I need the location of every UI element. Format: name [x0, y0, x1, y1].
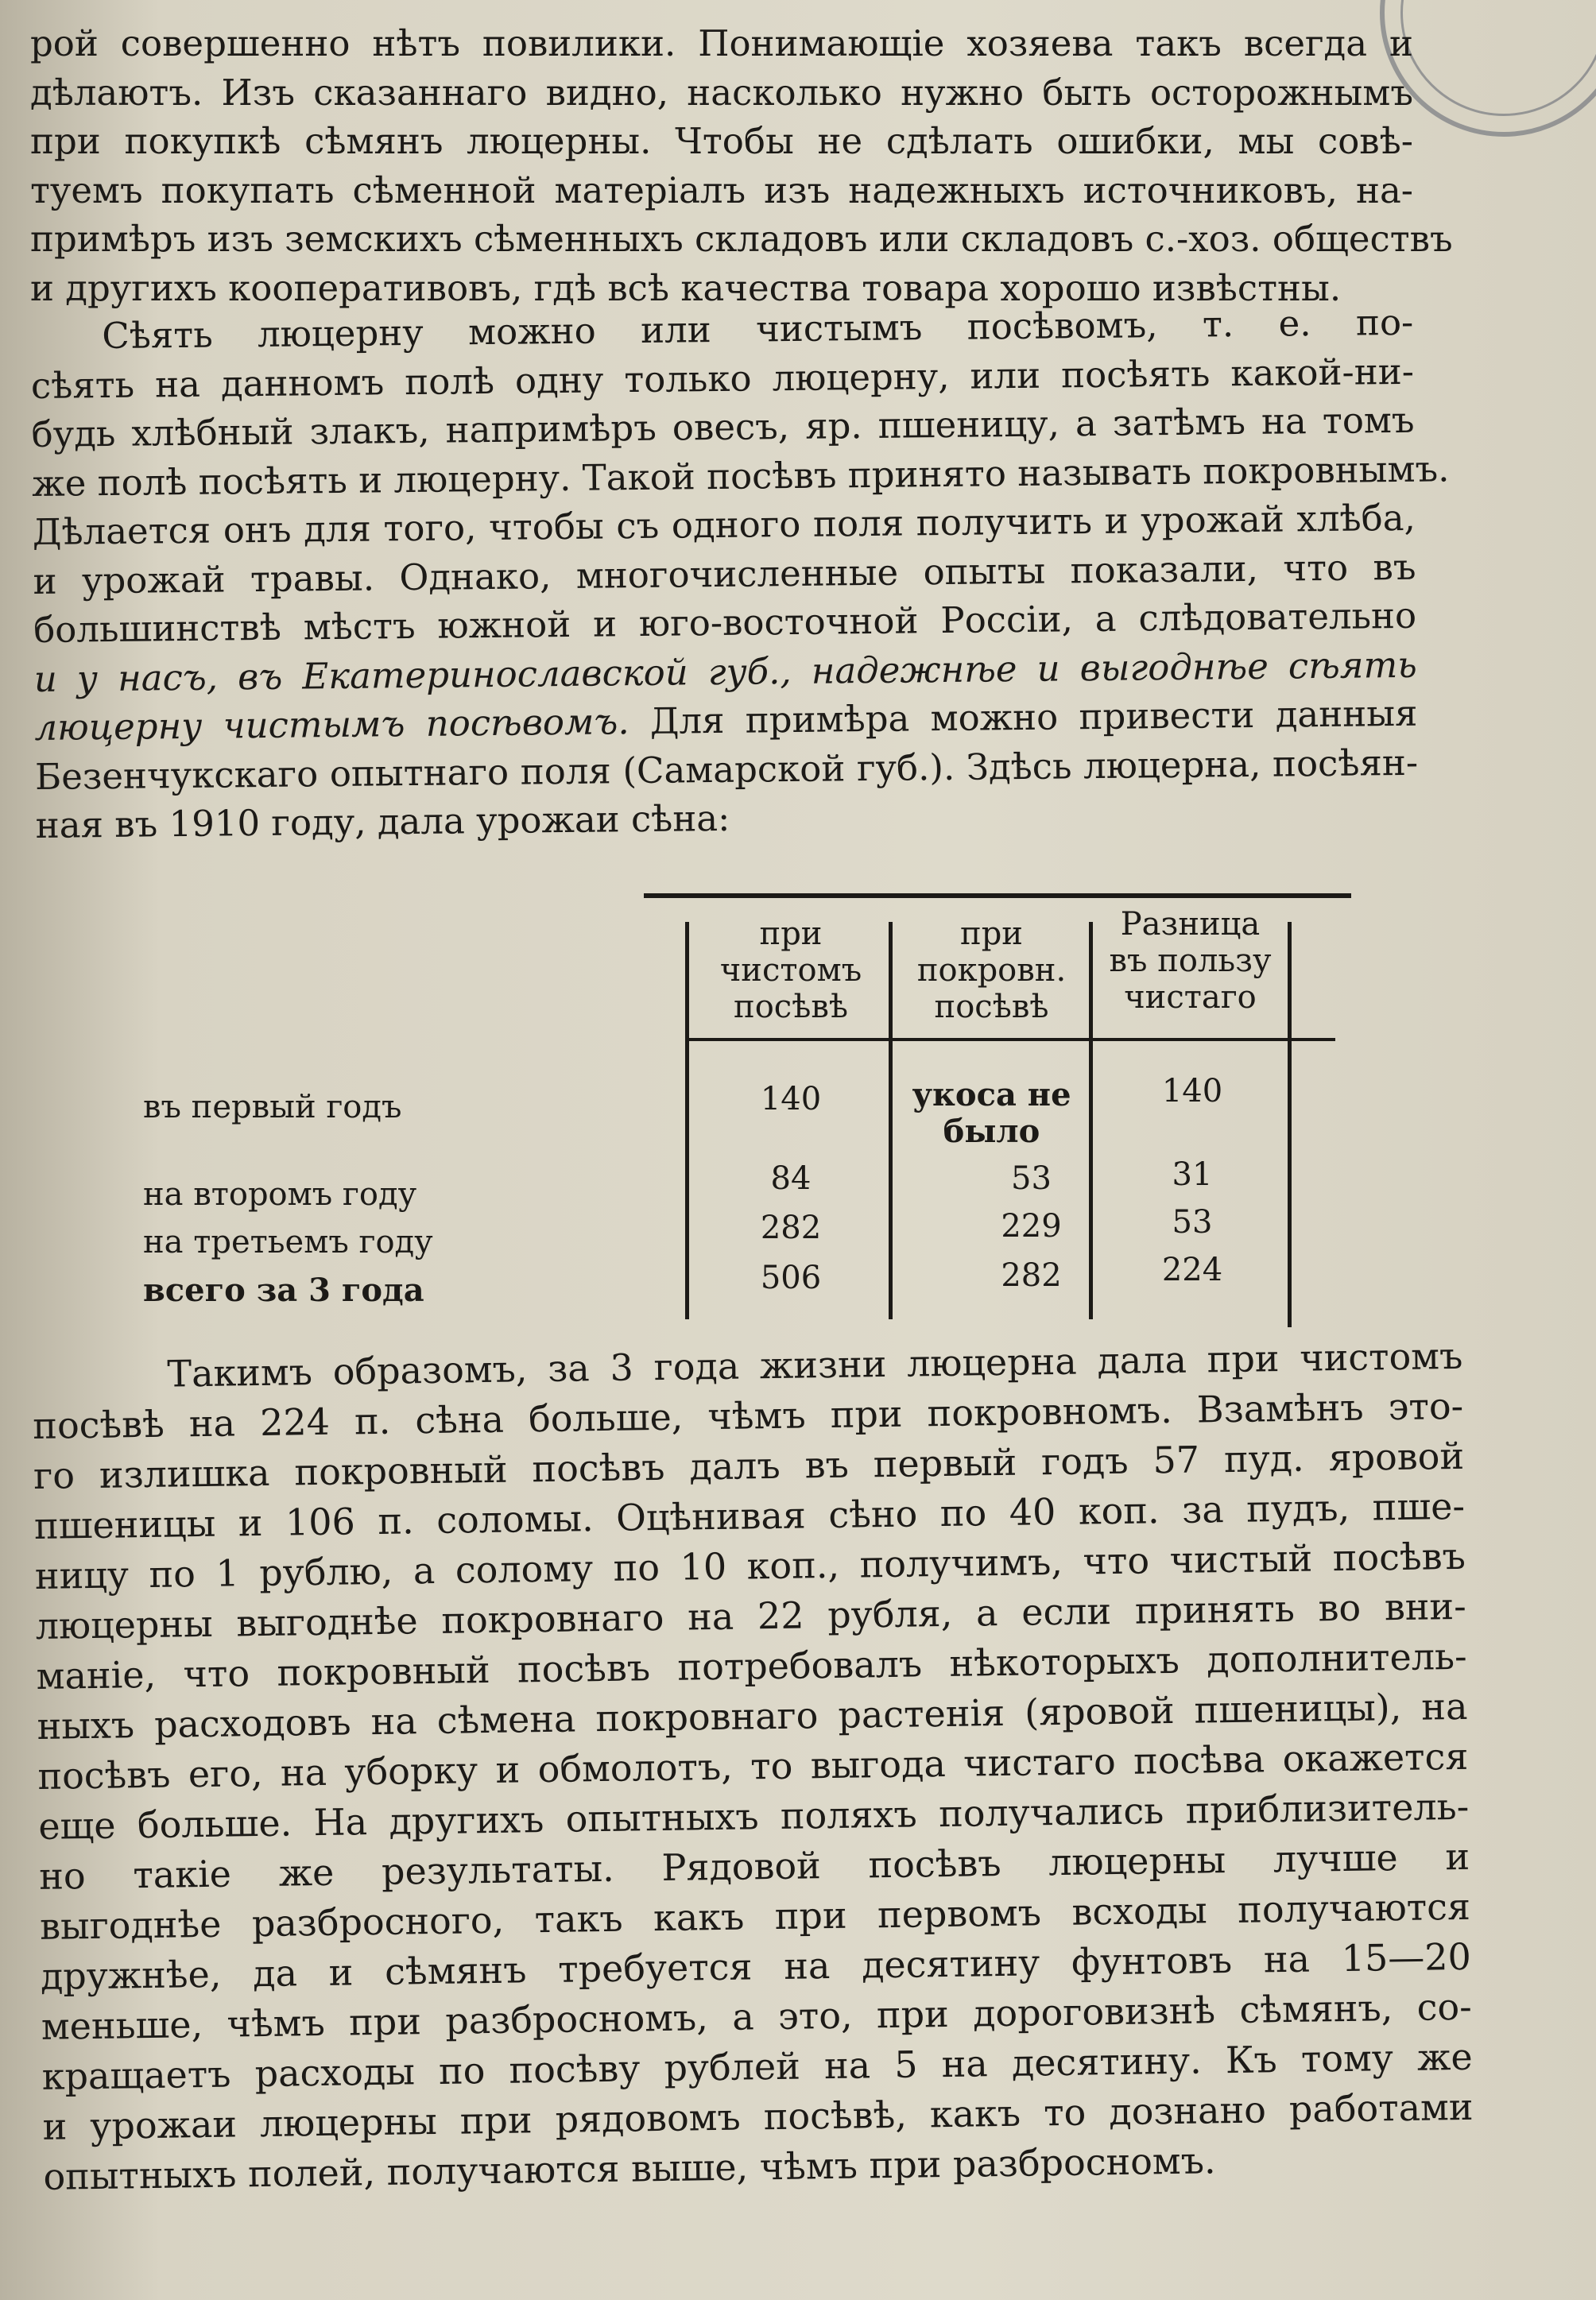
row-label: на второмъ году: [143, 1176, 417, 1213]
text-line: Безенчукскаго опытнаго поля (Самарской губ.). Здѣсь люцерна, посѣян-: [34, 741, 1419, 798]
text-line: го излишка покровный посѣвъ далъ въ первый годъ 57 пуд. яровой: [33, 1434, 1465, 1497]
cell-cover: 53: [1011, 1160, 1052, 1197]
cell-diff: 53: [1172, 1204, 1213, 1241]
text-fragment: Для примѣра можно привести данныя: [629, 691, 1418, 743]
cell-cover: укоса не было: [912, 1076, 1071, 1150]
text-line: опытныхъ полей, получаются выше, чѣмъ при разбросномъ.: [43, 2139, 1216, 2198]
text-line: Сѣять люцерну можно или чистымъ посѣвомъ, т. е. по-: [102, 300, 1414, 358]
text-line: Дѣлается онъ для того, чтобы съ одного поля получить и урожай хлѣба,: [32, 496, 1416, 553]
italic-phrase: люцерну чистымъ посѣвомъ.: [34, 700, 629, 749]
text-line: при покупкѣ сѣмянъ люцерны. Чтобы не сдѣлать ошибки, мы совѣ-: [30, 120, 1413, 162]
text-line: будь хлѣбный злакъ, напримѣръ овесъ, яр. пшеницу, а затѣмъ на томъ: [31, 398, 1415, 455]
text-line: еще больше. На другихъ опытныхъ поляхъ получались приблизитель-: [37, 1784, 1470, 1848]
text-line: большинствѣ мѣстъ южной и юго-восточной Россіи, а слѣдовательно: [33, 594, 1417, 651]
text-line: и урожаи люцерны при рядовомъ посѣвѣ, какъ то дознано работами: [42, 2085, 1474, 2148]
text-line: дружнѣе, да и сѣмянъ требуется на десятину фунтовъ на 15—20: [40, 1934, 1472, 1998]
paragraph-sowing-methods: [30, 298, 1450, 850]
paragraph-seed-purchase: [30, 19, 1453, 312]
text-line: туемъ покупать сѣменной матеріалъ изъ надежныхъ источниковъ, на-: [30, 168, 1413, 211]
text-line: дѣлаютъ. Изъ сказаннаго видно, насколько нужно быть осторожнымъ: [30, 71, 1413, 114]
cell-diff: 31: [1172, 1156, 1213, 1193]
header-cover-sowing: при покровн. посѣвѣ: [916, 916, 1067, 1025]
cell-cover: 282: [1001, 1257, 1062, 1294]
italic-line: и у насъ, въ Екатеринославской губ., надежнѣе и выгоднѣе сѣять: [33, 643, 1418, 700]
cell-clean: 506: [760, 1260, 822, 1296]
text-line: меньше, чѣмъ при разбросномъ, а это, при дороговизнѣ сѣмянъ, со-: [41, 1984, 1473, 2048]
cell-diff: 224: [1161, 1252, 1223, 1288]
text-line: ницу по 1 рублю, а солому по 10 коп., получимъ, что чистый посѣвъ: [34, 1534, 1466, 1597]
text-line: пшеницы и 106 п. соломы. Оцѣнивая сѣно по 40 коп. за пудъ, пше-: [33, 1484, 1466, 1547]
cell-clean: 140: [760, 1081, 822, 1117]
table-top-rule: [644, 893, 1351, 898]
row-label: на третьемъ году: [143, 1224, 433, 1260]
header-clean-sowing: при чистомъ посѣвѣ: [719, 916, 862, 1025]
row-label-total: всего за 3 года: [143, 1272, 424, 1309]
text-line: люцерны выгоднѣе покровнаго на 22 рубля, а если принять во вни-: [35, 1584, 1467, 1648]
cell-diff: 140: [1161, 1073, 1223, 1109]
text-line: выгоднѣе разбросного, такъ какъ при первомъ всходы получаются: [39, 1884, 1471, 1948]
text-line: ная въ 1910 году, дала урожаи сѣна:: [35, 796, 730, 846]
text-line: и урожай травы. Однако, многочисленные опыты показали, что въ: [33, 545, 1416, 602]
cell-clean: 84: [770, 1160, 812, 1197]
text-line: ныхъ расходовъ на сѣмена покровнаго растенія (яровой пшеницы), на: [37, 1684, 1468, 1748]
text-line: но такіе же результаты. Рядовой посѣвъ люцерны лучше и: [38, 1834, 1470, 1898]
yield-table: [32, 882, 1319, 1327]
table-divider: [685, 922, 689, 1319]
text-line: примѣръ изъ земскихъ сѣменныхъ складовъ или складовъ с.-хоз. обществъ: [30, 218, 1453, 260]
table-header-rule: [685, 1038, 1335, 1041]
row-label: въ первый годъ: [143, 1089, 402, 1125]
table-divider: [889, 922, 893, 1319]
header-difference: Разница въ пользу чистаго: [1109, 906, 1272, 1016]
text-line: сѣять на данномъ полѣ одну только люцерну, или посѣять какой-ни-: [30, 350, 1415, 407]
cell-cover: 229: [1001, 1208, 1062, 1245]
text-line: маніе, что покровный посѣвъ потребовалъ нѣкоторыхъ дополнитель-: [36, 1634, 1467, 1698]
cell-clean: 282: [760, 1210, 822, 1246]
text-line: кращаетъ расходы по посѣву рублей на 5 на десятину. Къ тому же: [41, 2035, 1473, 2098]
text-line: Такимъ образомъ, за 3 года жизни люцерна дала при чистомъ: [167, 1334, 1463, 1396]
text-line: посѣвѣ на 224 п. сѣна больше, чѣмъ при покровномъ. Взамѣнъ это-: [32, 1384, 1464, 1447]
table-divider: [1288, 922, 1292, 1327]
text-line: рой совершенно нѣтъ повилики. Понимающіе хозяева такъ всегда и: [30, 22, 1413, 64]
paragraph-conclusion: [32, 1331, 1474, 2202]
text-line: посѣвъ его, на уборку и обмолотъ, то выгода чистаго посѣва окажется: [37, 1734, 1469, 1798]
text-line: же полѣ посѣять и люцерну. Такой посѣвъ принято называть покровнымъ.: [31, 447, 1450, 505]
text-line: и другихъ кооперативовъ, гдѣ всѣ качества товара хорошо извѣстны.: [30, 266, 1342, 309]
